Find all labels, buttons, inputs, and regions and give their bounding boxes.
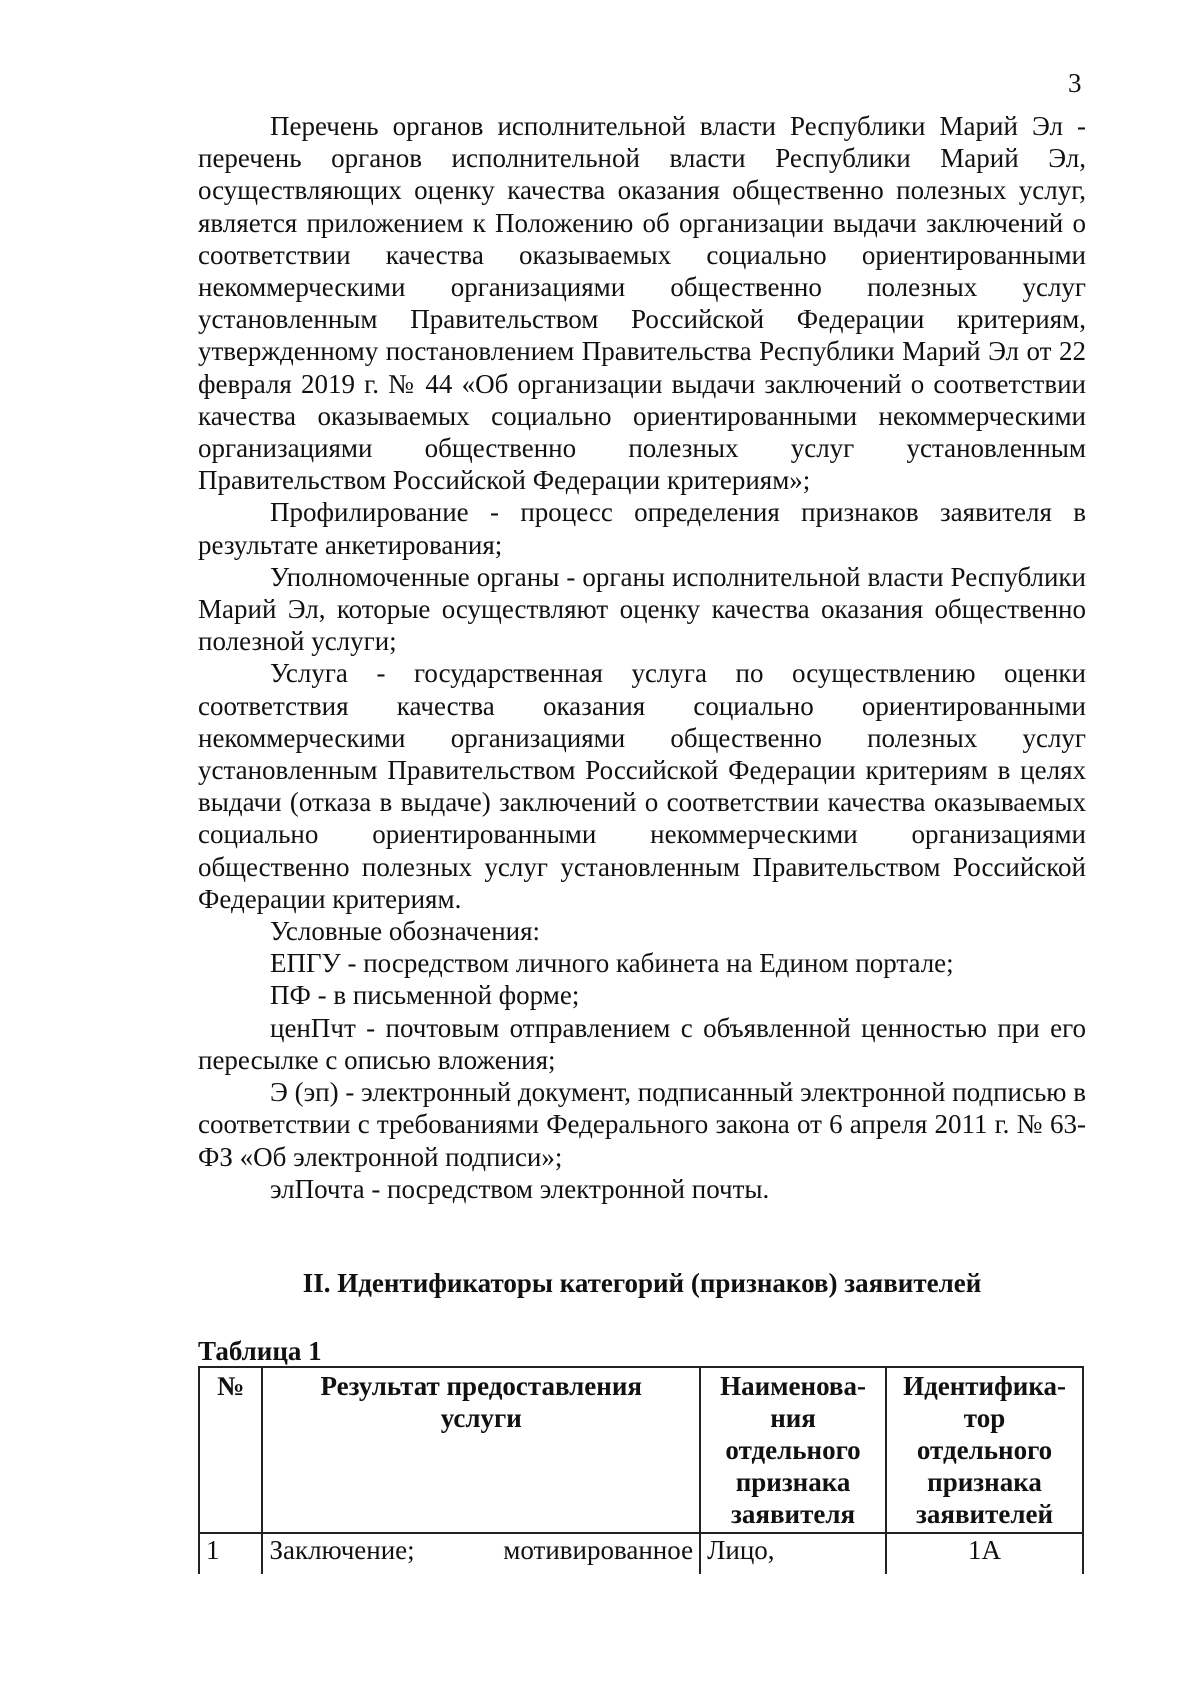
section-title: II. Идентификаторы категорий (признаков) заявителей [302,1268,982,1298]
paragraph-legend-cenpcht: ценПчт - почтовым отправлением с объявленной ценностью при его пересылке с описью вложения; [198,1012,1086,1075]
paragraph-legend-elpochta: элПочта - посредством электронной почты. [270,1173,770,1204]
paragraph-legend-ep: Э (эп) - электронный документ, подписанный электронной подписью в соответствии с требованиями Федерального закона от 6 апреля 2011 г. № 63-ФЗ «Об электронной подписи»; [198,1077,1086,1172]
identifiers-table [198,1366,1084,1574]
cell-attribute-identifier: 1А [886,1533,1083,1574]
paragraph-executive-bodies-list: Перечень органов исполнительной власти Республики Марий Эл - перечень органов исполнительной власти Республики Марий Эл, осуществляющих оценку качества оказания общественно полезных услуг, является приложением к Положению об организации выдачи заключений о соответствии качества оказываемых социально ориентированными некоммерческими организациями общественно полезных услуг установленным Правительством Российской Федерации критериям, утвержденному постановлением Правительства Республики Марий Эл от 22 февраля 2019 г. № 44 «Об организации выдачи заключений о соответствии качества оказываемых социально ориентированными некоммерческими организациями общественно полезных услуг установленным Правительством Российской Федерации критериям»; [198,111,1086,496]
header-attribute-name: Наименова-ния отдельного признака заявителя [700,1367,886,1533]
header-number: № [199,1367,262,1533]
paragraph-legend-pf: ПФ - в письменной форме; [270,980,580,1011]
cell-attribute-name: Лицо, [700,1533,886,1574]
header-result: Результат предоставления услуги [262,1367,700,1533]
table-label: Таблица 1 [198,1336,322,1366]
paragraph-profiling: Профилирование - процесс определения признаков заявителя в результате анкетирования; [198,497,1086,560]
document-body [198,110,1086,1205]
paragraph-legend-epgu: ЕПГУ - посредством личного кабинета на Едином портале; [270,948,954,979]
table-header-row [199,1367,1083,1533]
page-number: 3 [1068,68,1082,98]
paragraph-legend-heading: Условные обозначения: [270,916,541,947]
header-attribute-identifier: Идентифика-тор отдельного признака заявителей [886,1367,1083,1533]
cell-number: 1 [199,1533,262,1574]
paragraph-authorized-bodies: Уполномоченные органы - органы исполнительной власти Республики Марий Эл, которые осуществляют оценку качества оказания общественно полезной услуги; [198,561,1086,657]
table-row [199,1533,1083,1574]
paragraph-service: Услуга - государственная услуга по осуществлению оценки соответствия качества оказания социально ориентированными некоммерческими организациями общественно полезных услуг установленным Правительством Российской Федерации критериям в целях выдачи (отказа в выдаче) заключений о соответствии качества оказываемых социально ориентированными некоммерческими организациями общественно полезных услуг установленным Правительством Российской Федерации критериям. [198,658,1086,914]
cell-result: Заключение; мотивированное [262,1533,700,1574]
